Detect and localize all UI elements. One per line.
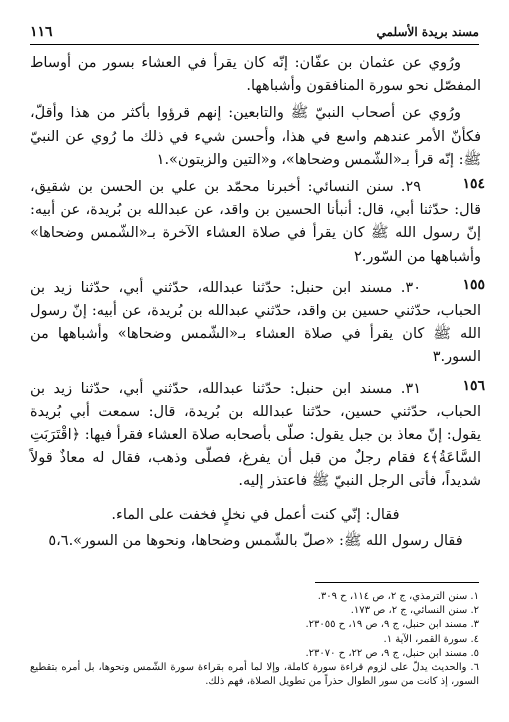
entry-number: ١٥٥	[462, 276, 485, 293]
footnote-1: ١. سنن الترمذي، ج ٢، ص ١١٤، ح ٣٠٩.	[317, 591, 479, 602]
hadith-entry-155	[30, 276, 485, 370]
footnote-rule	[315, 582, 479, 583]
paragraph-companions: ورُوي عن أصحاب النبيّ ﷺ والتابعين: إنهم قرؤوا بأكثر من هذا وأقلّ، فكأنّ الأمر عندهم واسع في هذا، وأحسن شيء في ذلك ما رُوي عن النبيّ ﷺ: إنّه قرأ بـ«الشّمس وضحاها»، و«التين والزيتون».١	[30, 105, 481, 168]
header-rule	[30, 44, 479, 45]
paragraph-uthman: ورُوي عن عثمان بن عفّان: إنّه كان يقرأ في العشاء بسور من أوساط المفصّل نحو سورة المنافقون وأشباهها.	[30, 55, 481, 95]
entry-text: ٣١. مسند ابن حنبل: حدّثنا عبدالله، حدّثني أبي، حدّثنا زيد بن الحباب، حدّثني حسين، حدّثنا عبدالله بن بُريدة، قال: سمعت أبي بُريدة يقول: إنّ معاذ بن جبل يقول: صلّى بأصحابه صلاة العشاء فقرأ فيها: ﴿اقْتَرَبَتِ السَّاعَةُ﴾٤ فقام رجلٌ من قبل أن يفرغ، فصلّى وذهب، فقال له معاذٌ قولاً شديداً، فأتى الرجل النبيّ ﷺ فاعتذر إليه.	[29, 380, 481, 490]
footnotes	[30, 590, 479, 689]
hadith-entry-154	[30, 176, 485, 269]
footnote-6: ٦. والحديث يدلّ على لزوم قراءة سورة كاملة، وإلا لما أمره بقراءة سورة الشّمس ونحوها، بل أمره بتقطيع السور، إذ كانت من سور الطوال حذراً من تطويل الصلاة، فهم ذلك.	[30, 662, 479, 688]
page-header	[30, 22, 479, 42]
footnote-5: ٥. مسند ابن حنبل، ج ٩، ص ٢٢، ح ٢٣٠٧٠.	[305, 647, 479, 659]
page-body	[29, 52, 485, 554]
footnote-3: ٣. مسند ابن حنبل، ج ٩، ص ١٩، ح ٢٣٠٥٥.	[305, 619, 479, 631]
center-line-prophet-saying: فقال رسول الله ﷺ: «صلّ بالشّمس وضحاها، ونحوها من السور».٥،٦	[48, 532, 463, 549]
entry-number: ١٥٦	[462, 377, 485, 394]
entry-text: ٢٩. سنن النسائي: أخبرنا محمّد بن علي بن الحسن بن شقيق، قال: حدّثنا أبي، قال: أنبأنا الحسين بن واقد، عن عبدالله بن بُريدة، عن أبيه: إنّ رسول الله ﷺ كان يقرأ في صلاة العشاء الآخرة بـ«الشّمس وضحاها» وأشباهها من السّور.٢	[30, 179, 481, 265]
hadith-entry-156	[29, 377, 485, 494]
footnote-2: ٢. سنن النسائي، ج ٢، ص ١٧٣.	[350, 605, 479, 617]
running-title: مسند بريدة الأسلمي	[376, 25, 479, 39]
entry-number: ١٥٤	[462, 176, 485, 193]
center-line-reply: فقال: إنّي كنت أعمل في نخلٍ فخفت على الماء.	[111, 506, 400, 523]
entry-text: ٣٠. مسند ابن حنبل: حدّثنا عبدالله، حدّثني أبي، حدّثنا زيد بن الحباب، حدّثني حسين بن واقد، حدّثني عبدالله بن بُريدة، عن أبيه: إنّ رسول الله ﷺ كان يقرأ في صلاة العشاء بـ«الشّمس وضحاها» وأشباهها من السور.٣	[30, 279, 481, 366]
footnote-4: ٤. سورة القمر، الآية ١.	[383, 633, 479, 645]
page-number: ١١٦	[30, 24, 53, 40]
